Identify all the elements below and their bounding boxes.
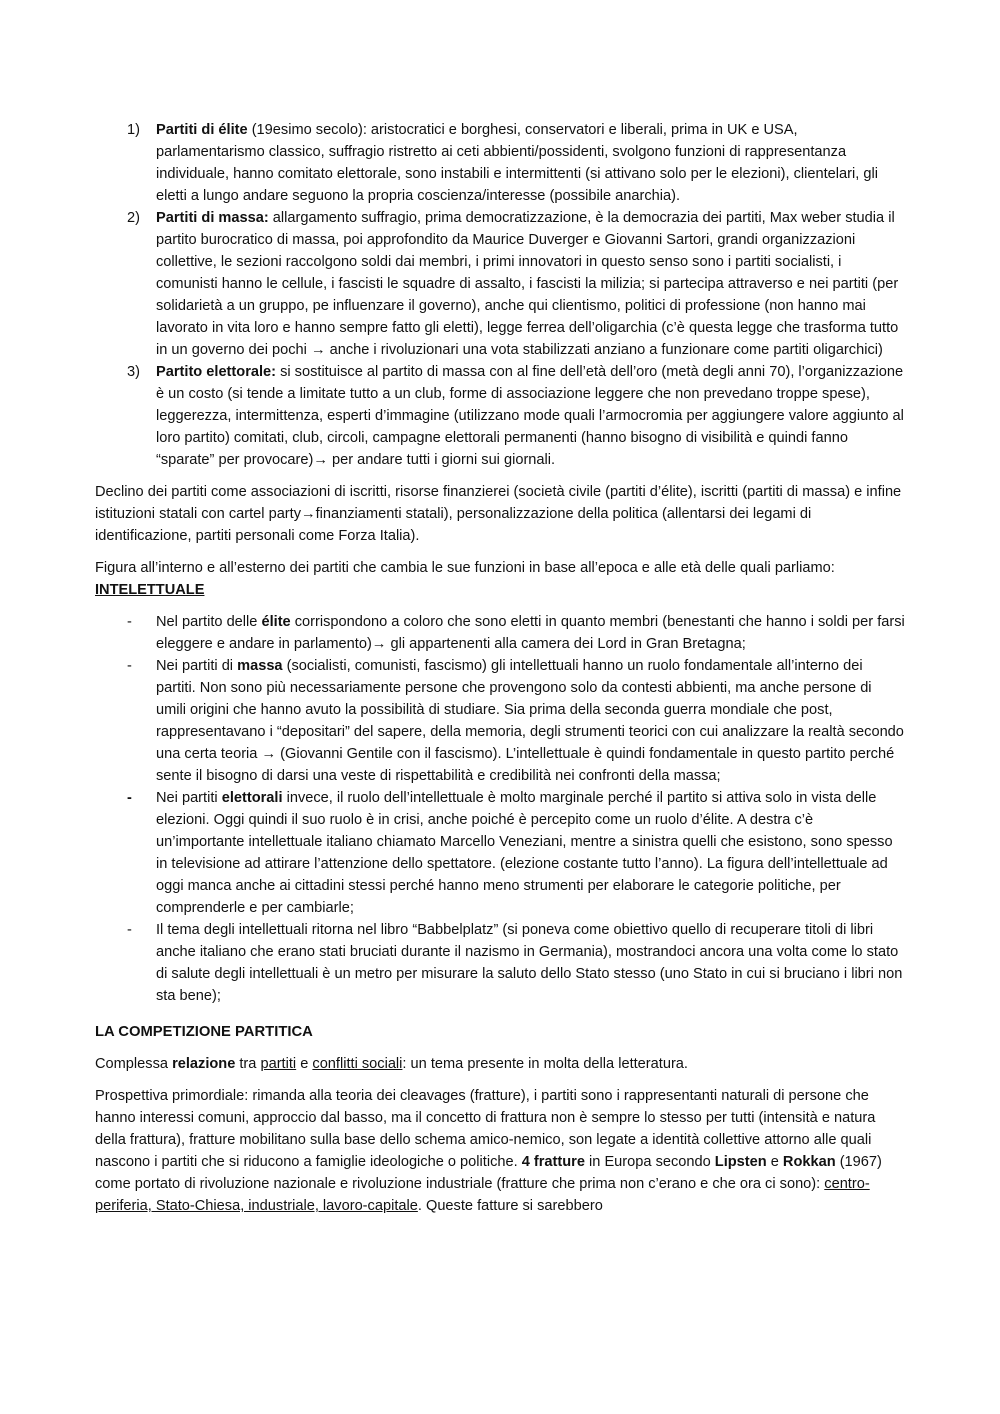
term-bold: Rokkan [782, 1154, 836, 1170]
intellettuale-label: INTELETTUALE [95, 582, 205, 598]
text-run: Complessa [95, 1056, 173, 1072]
item-text: Nei partiti di [156, 658, 238, 674]
figura-text: Figura all’interno e all’esterno dei partiti che cambia le sue funzioni in base all’epoca e alle età delle quali parliamo: [95, 560, 835, 576]
item-text: si sostituisce al partito di massa con al fine dell’età dell’oro (metà degli anni 70), l’organizzazione è un costo (si tende a limitate tutto a un club, forme di associazione leggere che non prevedano troppe spese), leggerezza, intermittenza, esperti d’immagine (utilizzano mode quali l’armocromia per aggiungere valore aggiunto al loro partito) comitati, club, circoli, campagne elettorali permanenti (hanno bisogno di visibilità e quindi fanno “sparate” per provocare)→ per andare tutti i giorni sui giornali. [156, 364, 904, 468]
item-text: (socialisti, comunisti, fascismo) gli intellettuali hanno un ruolo fondamentale all’interno dei partiti. Non sono più necessariamente persone che provengono solo da contesti abbienti, ma anche persone di umili origini che hanno avuto la possibilità di studiare. Sia prima della seconda guerra mondiale che post, rappresentavano i “depositari” del sapere, della memoria, degli strumenti teorici con cui analizzare la realtà secondo una certa teoria → (Giovanni Gentile con il fascismo). L’intellettuale è quindi fondamentale in questo partito perché sente il bisogno di darsi una veste di rispettabilità e credibilità nei confronti della massa; [156, 658, 904, 784]
complessa-paragraph [95, 1053, 905, 1075]
list-number: 3) [127, 364, 140, 380]
declino-paragraph: Declino dei partiti come associazioni di iscritti, risorse finanzierei (società civile (partiti d’élite), iscritti (partiti di massa) e infine istituzioni statali con cartel party→finanziamenti statali), personalizzazione della politica (allentarsi dei legami di identificazione, partiti personali come Forza Italia). [95, 484, 902, 544]
term-bold: massa [237, 658, 283, 674]
term-bold: relazione [172, 1056, 236, 1072]
text-run: e [296, 1056, 313, 1072]
item-text: Nel partito delle [156, 614, 262, 630]
list-number: 2) [127, 210, 140, 226]
item-text: Nei partiti [156, 790, 222, 806]
bullet-dash: - [127, 790, 132, 806]
item-text: corrispondono a coloro che sono eletti in quanto membri (benestanti che hanno i soldi per farsi eleggere e andare in parlamento)→ gli appartenenti alla camera dei Lord in Gran Bretagna; [156, 614, 905, 652]
item-text: invece, il ruolo dell’intellettuale è molto marginale perché il partito si attiva solo in vista delle elezioni. Oggi quindi il suo ruolo è in crisi, anche poiché è percepito come un ruolo d’élite. A destra c’è un’importante intellettuale italiano chiamato Marcello Veneziani, mentre a sinistra quelli che esistono, sono spesso in televisione ad attirare l’attenzione dello spettatore. (elezione costante tutto l’anno). La figura dell’intellettuale ad oggi manca anche ai cittadini stessi perché hanno meno strumenti per elaborare le categorie politiche, per comprenderle e per cambiarle; [156, 790, 893, 916]
list-item [95, 361, 905, 471]
section-heading: LA COMPETIZIONE PARTITICA [95, 1024, 313, 1040]
document-page [95, 119, 905, 1217]
bullet-dash: - [127, 922, 132, 938]
term-bold: Partiti di élite [156, 122, 248, 138]
party-types-list [95, 119, 905, 471]
item-text: allargamento suffragio, prima democratizzazione, è la democrazia dei partiti, Max weber studia il partito burocratico di massa, poi approfondito da Maurice Duverger e Giovanni Sartori, grandi organizzazioni collettive, le sezioni raccolgono soldi dai membri, i primi innovatori in questo senso sono i partiti socialisti, i comunisti hanno le cellule, i fascisti le squadre di assalto, i fascisti la milizia; si partecipa attraverso e nei partiti (per solidarietà a un gruppo, pe influenzare il governo), anche qui clientismo, politici di professione (non hanno mai lavorato in vita loro e hanno sempre fatto gli eletti), legge ferrea dell’oligarchia (c’è questa legge che trasforma tutto in un governo dei pochi → anche i rivoluzionari una vota stabilizzati anziano a funzionare come partiti oligarchici) [156, 210, 899, 358]
list-item [95, 919, 905, 1007]
bullet-dash: - [127, 658, 132, 674]
item-text: Il tema degli intellettuali ritorna nel libro “Babbelplatz” (si poneva come obiettivo quello di recuperare titoli di libri anche italiano che erano stati bruciati durante il nazismo in Germania), mostrandoci ancora una volta come lo stato di salute degli intellettuali è un metro per misurare la saluto dello Stato stesso (uno Stato in cui si bruciano i libri non sta bene); [156, 922, 903, 1004]
prospettiva-paragraph [95, 1085, 905, 1217]
list-item [95, 207, 905, 361]
list-item [95, 119, 905, 207]
text-run: Prospettiva primordiale: rimanda alla teoria dei cleavages (fratture), i partiti sono i rappresentanti naturali di persone che hanno interessi comuni, approccio dal basso, ma il concetto di frattura non è sempre lo stesso per tutti (intensità e natura della frattura), fratture mobilitano sulla base dello schema amico-nemico, son legate a identità collettive attorno alle quali nascono i partiti che si riducono a famiglie ideologiche o politiche. [95, 1088, 876, 1170]
term-bold: élite [261, 614, 291, 630]
bullet-dash: - [127, 614, 132, 630]
intellettuale-bullets [95, 611, 905, 1007]
term-bold: 4 fratture [521, 1154, 585, 1170]
text-run: in Europa secondo [584, 1154, 715, 1170]
term-underlined: partiti [260, 1056, 297, 1072]
text-run: (1967) come portato di rivoluzione nazionale e rivoluzione industriale (fratture che prima non c’erano e che ora ci sono): [95, 1154, 882, 1192]
term-bold: Lipsten [714, 1154, 767, 1170]
text-run: tra [235, 1056, 261, 1072]
term-underlined: conflitti sociali [312, 1056, 403, 1072]
term-bold: Partiti di massa: [156, 210, 269, 226]
item-text: (19esimo secolo): aristocratici e borghesi, conservatori e liberali, prima in UK e USA, parlamentarismo classico, suffragio ristretto ai ceti abbienti/possidenti, svolgono funzioni di rappresentanza individuale, hanno comitato elettorale, sono instabili e intermittenti (si attivano solo per le elezioni), clientelari, gli eletti a lungo andare seguono la propria coscienza/interesse (possibile anarchia). [156, 122, 878, 204]
term-underlined: centro-periferia, Stato-Chiesa, industriale, lavoro-capitale [95, 1176, 870, 1214]
term-bold: elettorali [221, 790, 283, 806]
text-run: e [766, 1154, 783, 1170]
list-item [95, 787, 905, 919]
list-item [95, 611, 905, 655]
list-number: 1) [127, 122, 140, 138]
text-run: : un tema presente in molta della letteratura. [402, 1056, 688, 1072]
figura-paragraph [95, 557, 905, 601]
text-run: . Queste fatture si sarebbero [417, 1198, 603, 1214]
term-bold: Partito elettorale: [156, 364, 277, 380]
list-item [95, 655, 905, 787]
